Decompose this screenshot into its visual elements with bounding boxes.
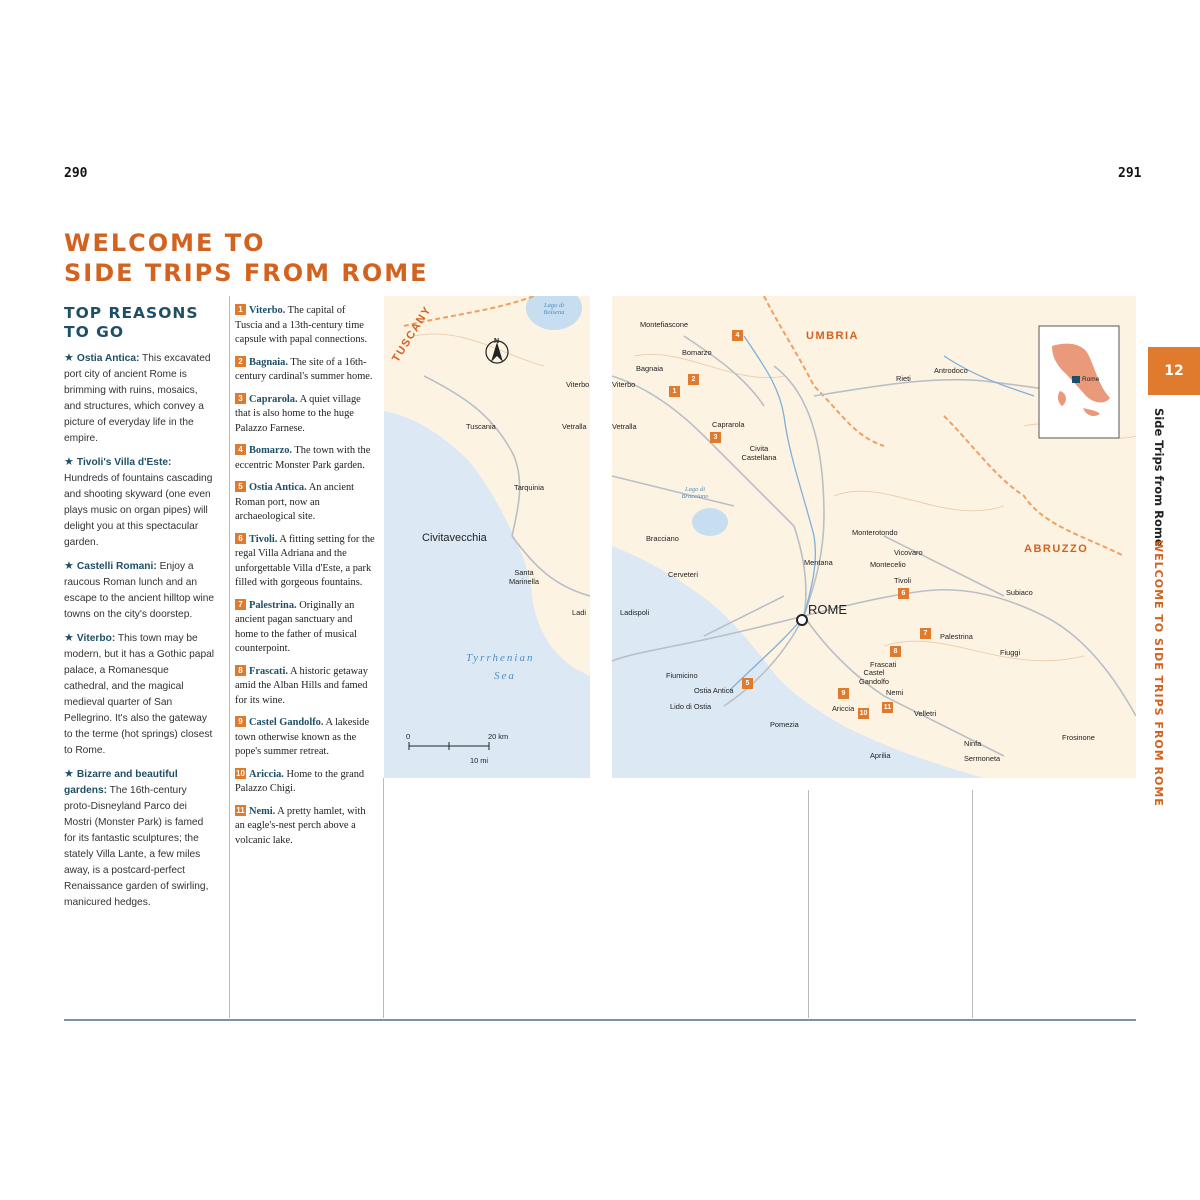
place-item (235, 356, 375, 385)
scale-zero: 0 (406, 732, 411, 741)
title-line-2: SIDE TRIPS FROM ROME (64, 259, 429, 287)
place-name: Frascati. (249, 665, 288, 677)
town-antrodoco: Antrodoco (934, 366, 968, 375)
star-icon: ★ (64, 456, 77, 468)
map-graphic (384, 296, 1136, 778)
town-aprilia: Aprilia (870, 751, 891, 760)
star-icon: ★ (64, 560, 77, 572)
scale-mi: 10 mi (470, 756, 489, 765)
place-name: Ostia Antica. (249, 482, 307, 493)
place-text: A pretty hamlet, with an eagle's-nest perch above a volcanic lake. (235, 805, 366, 846)
town-vicovaro: Vicovaro (894, 548, 923, 557)
town-nemi: Nemi (886, 688, 904, 697)
place-item (235, 444, 375, 473)
reason-name: Castelli Romani: (76, 561, 157, 572)
town-vetralla-left: Vetralla (562, 422, 587, 431)
top-reasons-column (64, 304, 216, 918)
town-viterbo: Viterbo (612, 380, 636, 389)
place-number-badge: 11 (236, 805, 245, 815)
sea-label-line2: Sea (494, 670, 516, 682)
place-number-badge: 7 (235, 599, 246, 610)
page-number-right: 291 (1118, 166, 1142, 181)
place-text: A lakeside town otherwise known as the pope's summer retreat. (235, 717, 370, 757)
town-tarquinia: Tarquinia (514, 483, 544, 492)
place-number-badge: 6 (235, 533, 246, 544)
map-marker: 7 (920, 628, 931, 639)
reason-text: This town may be modern, but it has a Gothic papal palace, a Romanesque cathedral, and the magical medieval quarter of San Pellegrino. It's also the gateway to the terme (hot springs) closest to Rome. (64, 633, 215, 756)
place-item (235, 393, 375, 437)
region-map (384, 296, 1136, 778)
sea-label-line1: Tyrrhenian (466, 652, 535, 664)
town-fiuggi: Fiuggi (1000, 648, 1021, 657)
bottom-rule (64, 1019, 1136, 1021)
town-ladispoli: Ladispoli (620, 608, 650, 617)
place-name: Castel Gandolfo. (249, 717, 324, 728)
page-number-left: 290 (64, 166, 88, 181)
title-line-1: WELCOME TO (64, 229, 266, 257)
map-marker: 11 (883, 704, 892, 711)
town-cerveteri: Cerveteri (668, 570, 698, 579)
running-head-subtitle: WELCOME TO SIDE TRIPS FROM ROME (1152, 540, 1165, 807)
column-divider (229, 296, 230, 1018)
places-list (235, 304, 375, 856)
town-ariccia: Ariccia (832, 704, 855, 713)
region-abruzzo: ABRUZZO (1024, 543, 1089, 555)
reason-item (64, 558, 216, 623)
place-text: The capital of Tuscia and a 13th-century time capsule with papal connections. (235, 305, 368, 345)
map-marker: 9 (838, 688, 849, 699)
town-rieti: Rieti (896, 374, 911, 383)
place-number-badge: 1 (235, 304, 246, 315)
reason-name: Bizarre and beautiful gardens: (64, 769, 178, 796)
town-frosinone: Frosinone (1062, 733, 1095, 742)
place-name: Viterbo. (249, 305, 286, 316)
reasons-list (64, 350, 216, 911)
town-palestrina: Palestrina (940, 632, 973, 641)
map-marker: 1 (669, 386, 680, 397)
town-caprarola: Caprarola (712, 420, 745, 429)
reason-item (64, 630, 216, 759)
place-name: Tivoli. (249, 533, 278, 545)
town-monterotondo: Monterotondo (852, 528, 898, 537)
place-name: Bagnaia. (249, 356, 288, 368)
reason-text: The 16th-century proto-Disneyland Parco dei Mostri (Monster Park) is famed for its fantastic sculptures; the stately Villa Lante, a few miles away, is a postcard-perfect Renaissance garden of swirling, manicured hedges. (64, 785, 209, 908)
town-bagnaia: Bagnaia (636, 364, 664, 373)
town-velletri: Velletri (914, 709, 937, 718)
town-tuscania: Tuscania (466, 422, 496, 431)
chapter-tab: 12 (1148, 347, 1200, 395)
reason-item (64, 350, 216, 447)
reason-name: Tivoli's Villa d'Este: (76, 457, 172, 468)
town-civita-castellana: Civita Castellana (741, 444, 777, 462)
town-pomezia: Pomezia (770, 720, 799, 729)
scale-km: 20 km (488, 732, 509, 741)
running-head (1148, 408, 1176, 807)
town-bomarzo: Bomarzo (682, 348, 712, 357)
star-icon: ★ (64, 352, 77, 364)
place-item (235, 716, 375, 760)
city-rome: ROME (808, 602, 847, 617)
column-divider (808, 790, 809, 1018)
town-montecelio: Montecelio (870, 560, 906, 569)
place-number-badge: 9 (235, 716, 246, 727)
place-item (235, 599, 375, 657)
town-ladispoli-left: Ladi (572, 608, 586, 617)
place-number-badge: 10 (236, 768, 245, 778)
place-name: Nemi. (249, 805, 276, 817)
place-number-badge: 3 (235, 393, 246, 404)
star-icon: ★ (64, 632, 77, 644)
town-lido-di-ostia: Lido di Ostia (670, 702, 712, 711)
map-marker: 4 (732, 330, 743, 341)
place-number-badge: 8 (235, 665, 246, 676)
town-castel-gandolfo: Castel Gandolfo (859, 668, 889, 686)
place-number-badge: 4 (235, 444, 246, 455)
place-item (235, 481, 375, 525)
place-item (235, 533, 375, 591)
lake-bracciano-label: Lago di Bracciano (681, 486, 709, 500)
map-marker: 6 (898, 588, 909, 599)
place-text: The site of a 16th-century cardinal's summer home. (235, 356, 373, 382)
region-tuscany: TUSCANY (390, 304, 434, 365)
place-number-badge: 2 (235, 356, 246, 367)
town-ninfa: Ninfa (964, 739, 982, 748)
town-subiaco: Subiaco (1006, 588, 1033, 597)
town-santa-marinella: Santa Marinella (509, 568, 539, 586)
map-marker: 3 (710, 432, 721, 443)
region-umbria: UMBRIA (806, 330, 859, 342)
place-text: Originally an ancient pagan sanctuary and home to the father of musical counterpoint. (235, 599, 358, 654)
compass-label: N (494, 338, 500, 345)
reason-text: Hundreds of fountains cascading and shooting skyward (one even plays music on organ pipes) will delight you at this spectacular garden. (64, 473, 213, 548)
column-divider (383, 778, 384, 1018)
running-head-section: Side Trips from Rome (1152, 408, 1166, 547)
place-item (235, 805, 375, 849)
map-marker: 5 (742, 678, 753, 689)
column-divider (972, 790, 973, 1018)
place-number-badge: 5 (235, 481, 246, 492)
lake-bolsena-label: Lago di Bolsena (543, 302, 565, 316)
place-text: The town with the eccentric Monster Park garden. (235, 445, 371, 471)
place-item (235, 768, 375, 797)
star-icon: ★ (64, 768, 77, 780)
place-text: An ancient Roman port, now an archaeological site. (235, 482, 355, 522)
town-montefiascone: Montefiascone (640, 320, 689, 329)
city-civitavecchia: Civitavecchia (422, 532, 487, 544)
map-marker: 8 (890, 646, 901, 657)
place-name: Bomarzo. (249, 445, 292, 456)
town-viterbo-left: Viterbo (566, 380, 590, 389)
reason-text: Enjoy a raucous Roman lunch and an escape to the ancient hilltop wine towns on the city's doorstep. (64, 561, 215, 620)
map-marker: 2 (688, 374, 699, 385)
place-item (235, 665, 375, 709)
map-marker: 10 (859, 710, 868, 717)
inset-rome-label: Rome (1082, 376, 1100, 383)
place-name: Caprarola. (249, 393, 298, 405)
reason-name: Viterbo: (76, 633, 116, 644)
place-text: Home to the grand Palazzo Chigi. (235, 768, 365, 794)
place-text: A fitting setting for the regal Villa Adriana and the unforgettable Villa d'Este, a park filled with gorgeous fountains. (235, 533, 375, 588)
page-title (64, 228, 429, 288)
town-sermoneta: Sermoneta (964, 754, 1001, 763)
reason-item (64, 454, 216, 551)
reason-name: Ostia Antica: (76, 353, 140, 364)
town-tivoli: Tivoli (894, 576, 911, 585)
place-name: Palestrina. (249, 599, 297, 611)
reason-text: This excavated port city of ancient Rome is brimming with ruins, mosaics, and structures, which convey a picture of everyday life in the empire. (64, 353, 211, 444)
town-mentana: Mentana (804, 558, 833, 567)
place-text: A quiet village that is also home to the huge Palazzo Farnese. (235, 393, 361, 434)
place-text: A historic getaway amid the Alban Hills and famed for its wine. (235, 665, 368, 706)
top-reasons-heading: TOP REASONS TO GO (64, 304, 199, 341)
town-ostia-antica: Ostia Antica (694, 686, 734, 695)
reason-item (64, 766, 216, 911)
place-name: Ariccia. (249, 768, 284, 780)
town-vetralla: Vetralla (612, 422, 637, 431)
place-item (235, 304, 375, 348)
town-bracciano: Bracciano (646, 534, 679, 543)
town-frascati: Frascati (870, 660, 897, 669)
town-fiumicino: Fiumicino (666, 671, 698, 680)
